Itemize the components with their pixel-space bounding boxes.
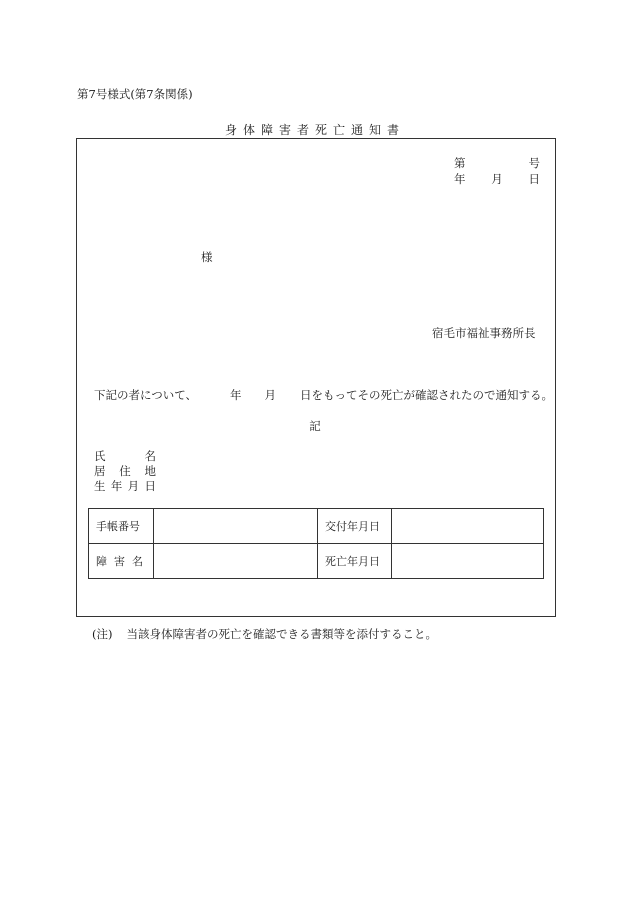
date-day: 日 xyxy=(528,172,540,186)
notice-text xyxy=(94,387,553,403)
label-name: 氏 名 xyxy=(94,449,156,463)
addressee-suffix: 様 xyxy=(201,250,213,264)
label-handbook-number: 手帳番号 xyxy=(89,509,154,544)
issue-date-field[interactable] xyxy=(392,509,544,544)
label-death-date: 死亡年月日 xyxy=(318,544,392,579)
form-number: 第7号様式(第7条関係) xyxy=(77,87,193,101)
issue-date-line xyxy=(454,171,540,187)
notice-part1: 下記の者について、 xyxy=(94,388,198,402)
label-issue-date: 交付年月日 xyxy=(318,509,392,544)
disability-name-field[interactable] xyxy=(154,544,318,579)
ki-heading: 記 xyxy=(309,419,321,433)
label-address: 居 住 地 xyxy=(94,464,156,478)
number-suffix: 号 xyxy=(528,156,540,170)
date-year: 年 xyxy=(454,172,466,186)
issuer-name: 宿毛市福祉事務所長 xyxy=(432,326,536,340)
date-month: 月 xyxy=(491,172,503,186)
label-disability-name: 障害名 xyxy=(89,544,154,579)
document-number-line xyxy=(454,155,540,171)
notice-month: 月 xyxy=(264,388,277,402)
label-birthdate: 生 年 月 日 xyxy=(94,479,156,493)
table-row xyxy=(89,544,544,579)
number-prefix: 第 xyxy=(454,156,466,170)
document-title: 身体障害者死亡通知書 xyxy=(224,123,405,137)
footnote xyxy=(92,626,437,642)
handbook-number-field[interactable] xyxy=(154,509,318,544)
info-table xyxy=(88,508,544,579)
footnote-text: 当該身体障害者の死亡を確認できる書類等を添付すること。 xyxy=(126,627,437,641)
death-date-field[interactable] xyxy=(392,544,544,579)
table-row xyxy=(89,509,544,544)
notice-part2: 日をもってその死亡が確認されたので通知する。 xyxy=(300,388,554,402)
notice-year: 年 xyxy=(230,388,242,402)
footnote-mark: (注) xyxy=(92,627,113,641)
